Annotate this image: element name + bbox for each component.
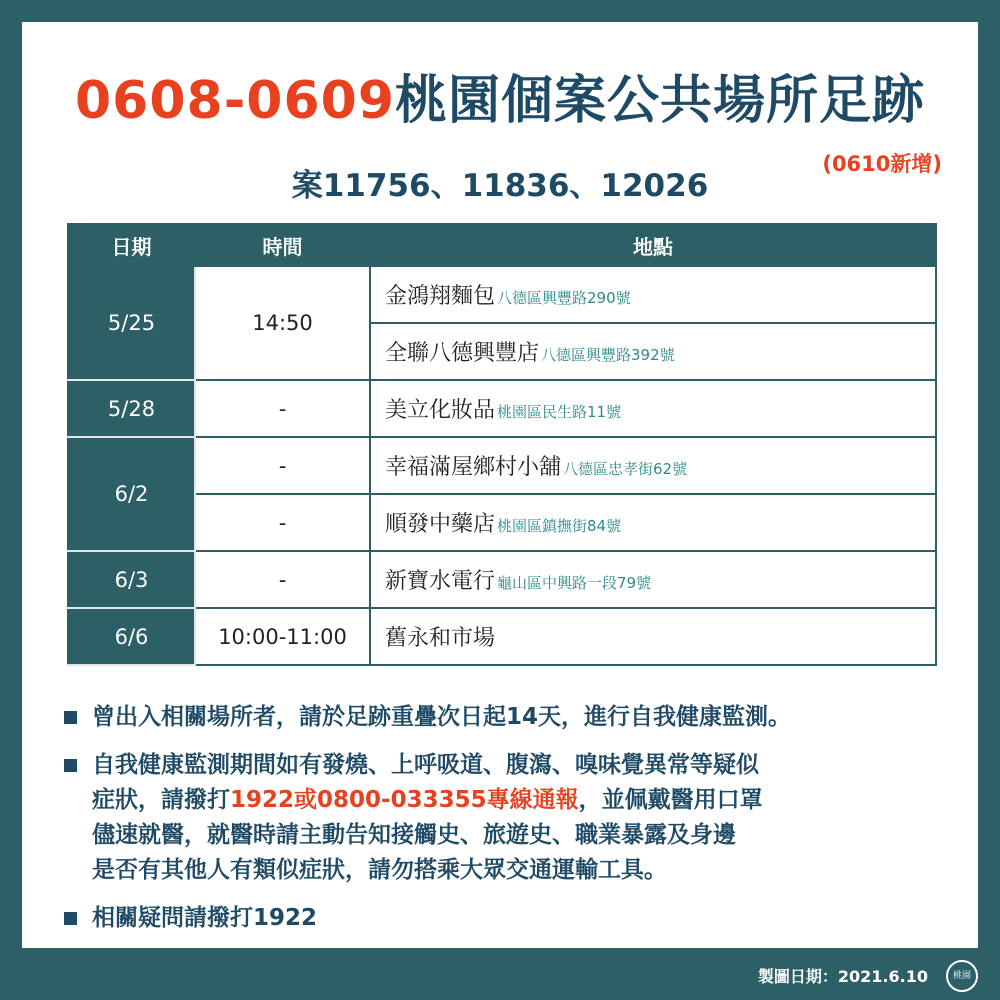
- table-row: [68, 437, 936, 494]
- date-cell: 5/28: [68, 380, 195, 437]
- case-numbers: 案11756、11836、12026: [291, 168, 709, 204]
- place-address: 八德區忠孝街62號: [563, 460, 688, 478]
- notice-item: [62, 748, 962, 888]
- notice-line: 儘速就醫，就醫時請主動告知接觸史、旅遊史、職業暴露及身邊: [92, 822, 736, 848]
- place-name: 順發中藥店: [385, 512, 496, 537]
- notice-item: [62, 901, 962, 936]
- place-name: 全聯八德興豐店: [385, 341, 540, 366]
- place-name: 新寶水電行: [385, 569, 496, 594]
- notice-line: 自我健康監測期間如有發燒、上呼吸道、腹瀉、嗅味覺異常等疑似: [92, 752, 759, 778]
- notice-text: ，並佩戴醫用口罩: [578, 787, 763, 813]
- place-address: 桃園區鎮撫街84號: [497, 517, 622, 535]
- new-badge: (0610新增): [822, 152, 942, 176]
- place-cell: [370, 494, 936, 551]
- notice-line: [92, 783, 962, 818]
- time-cell: 10:00-11:00: [195, 608, 370, 665]
- date-cell: 5/25: [68, 266, 195, 380]
- place-address: 桃園區民生路11號: [497, 403, 622, 421]
- place-address: 八德區興豐路392號: [541, 346, 675, 364]
- header-time: 時間: [195, 224, 370, 266]
- place-cell: [370, 323, 936, 380]
- place-name: 幸福滿屋鄉村小舖: [385, 455, 562, 480]
- place-cell: [370, 266, 936, 323]
- table-header-row: [68, 224, 936, 266]
- production-date: 製圖日期：2021.6.10: [757, 967, 928, 986]
- table-row: [68, 266, 936, 323]
- place-name: 舊永和市場: [385, 626, 496, 651]
- table-row: [68, 380, 936, 437]
- taoyuan-logo-icon: 桃園: [946, 960, 978, 992]
- time-cell: 14:50: [195, 266, 370, 380]
- notice-text: 症狀，請撥打: [92, 787, 230, 813]
- place-name: 美立化妝品: [385, 398, 496, 423]
- notice-item: [62, 700, 962, 735]
- footprint-table: [67, 223, 937, 666]
- date-cell: 6/2: [68, 437, 195, 551]
- place-address: 龜山區中興路一段79號: [497, 574, 652, 592]
- table-row: [68, 494, 936, 551]
- notice-text: 相關疑問請撥打1922: [92, 905, 318, 931]
- place-cell: [370, 437, 936, 494]
- place-address: 八德區興豐路290號: [497, 289, 631, 307]
- place-cell: [370, 608, 936, 665]
- square-bullet-icon: [64, 912, 77, 925]
- time-cell: -: [195, 437, 370, 494]
- place-cell: [370, 551, 936, 608]
- hotline-text: 1922或0800-033355專線通報: [230, 787, 579, 813]
- time-cell: -: [195, 494, 370, 551]
- square-bullet-icon: [64, 759, 77, 772]
- time-cell: -: [195, 551, 370, 608]
- title-dates: 0608-0609: [74, 71, 396, 131]
- place-cell: [370, 380, 936, 437]
- title-text: 桃園個案公共場所足跡: [395, 71, 926, 131]
- time-cell: -: [195, 380, 370, 437]
- notice-line: 是否有其他人有類似症狀，請勿搭乘大眾交通運輸工具。: [92, 857, 667, 883]
- date-cell: 6/6: [68, 608, 195, 665]
- notice-text: 曾出入相關場所者，請於足跡重疊次日起14天，進行自我健康監測。: [92, 704, 792, 730]
- square-bullet-icon: [64, 711, 77, 724]
- date-cell: 6/3: [68, 551, 195, 608]
- header-place: 地點: [370, 224, 936, 266]
- page-title: [0, 58, 1000, 133]
- notice-list: [62, 700, 962, 949]
- table-row: [68, 551, 936, 608]
- table-row: [68, 608, 936, 665]
- header-date: 日期: [68, 224, 195, 266]
- place-name: 金鴻翔麵包: [385, 284, 496, 309]
